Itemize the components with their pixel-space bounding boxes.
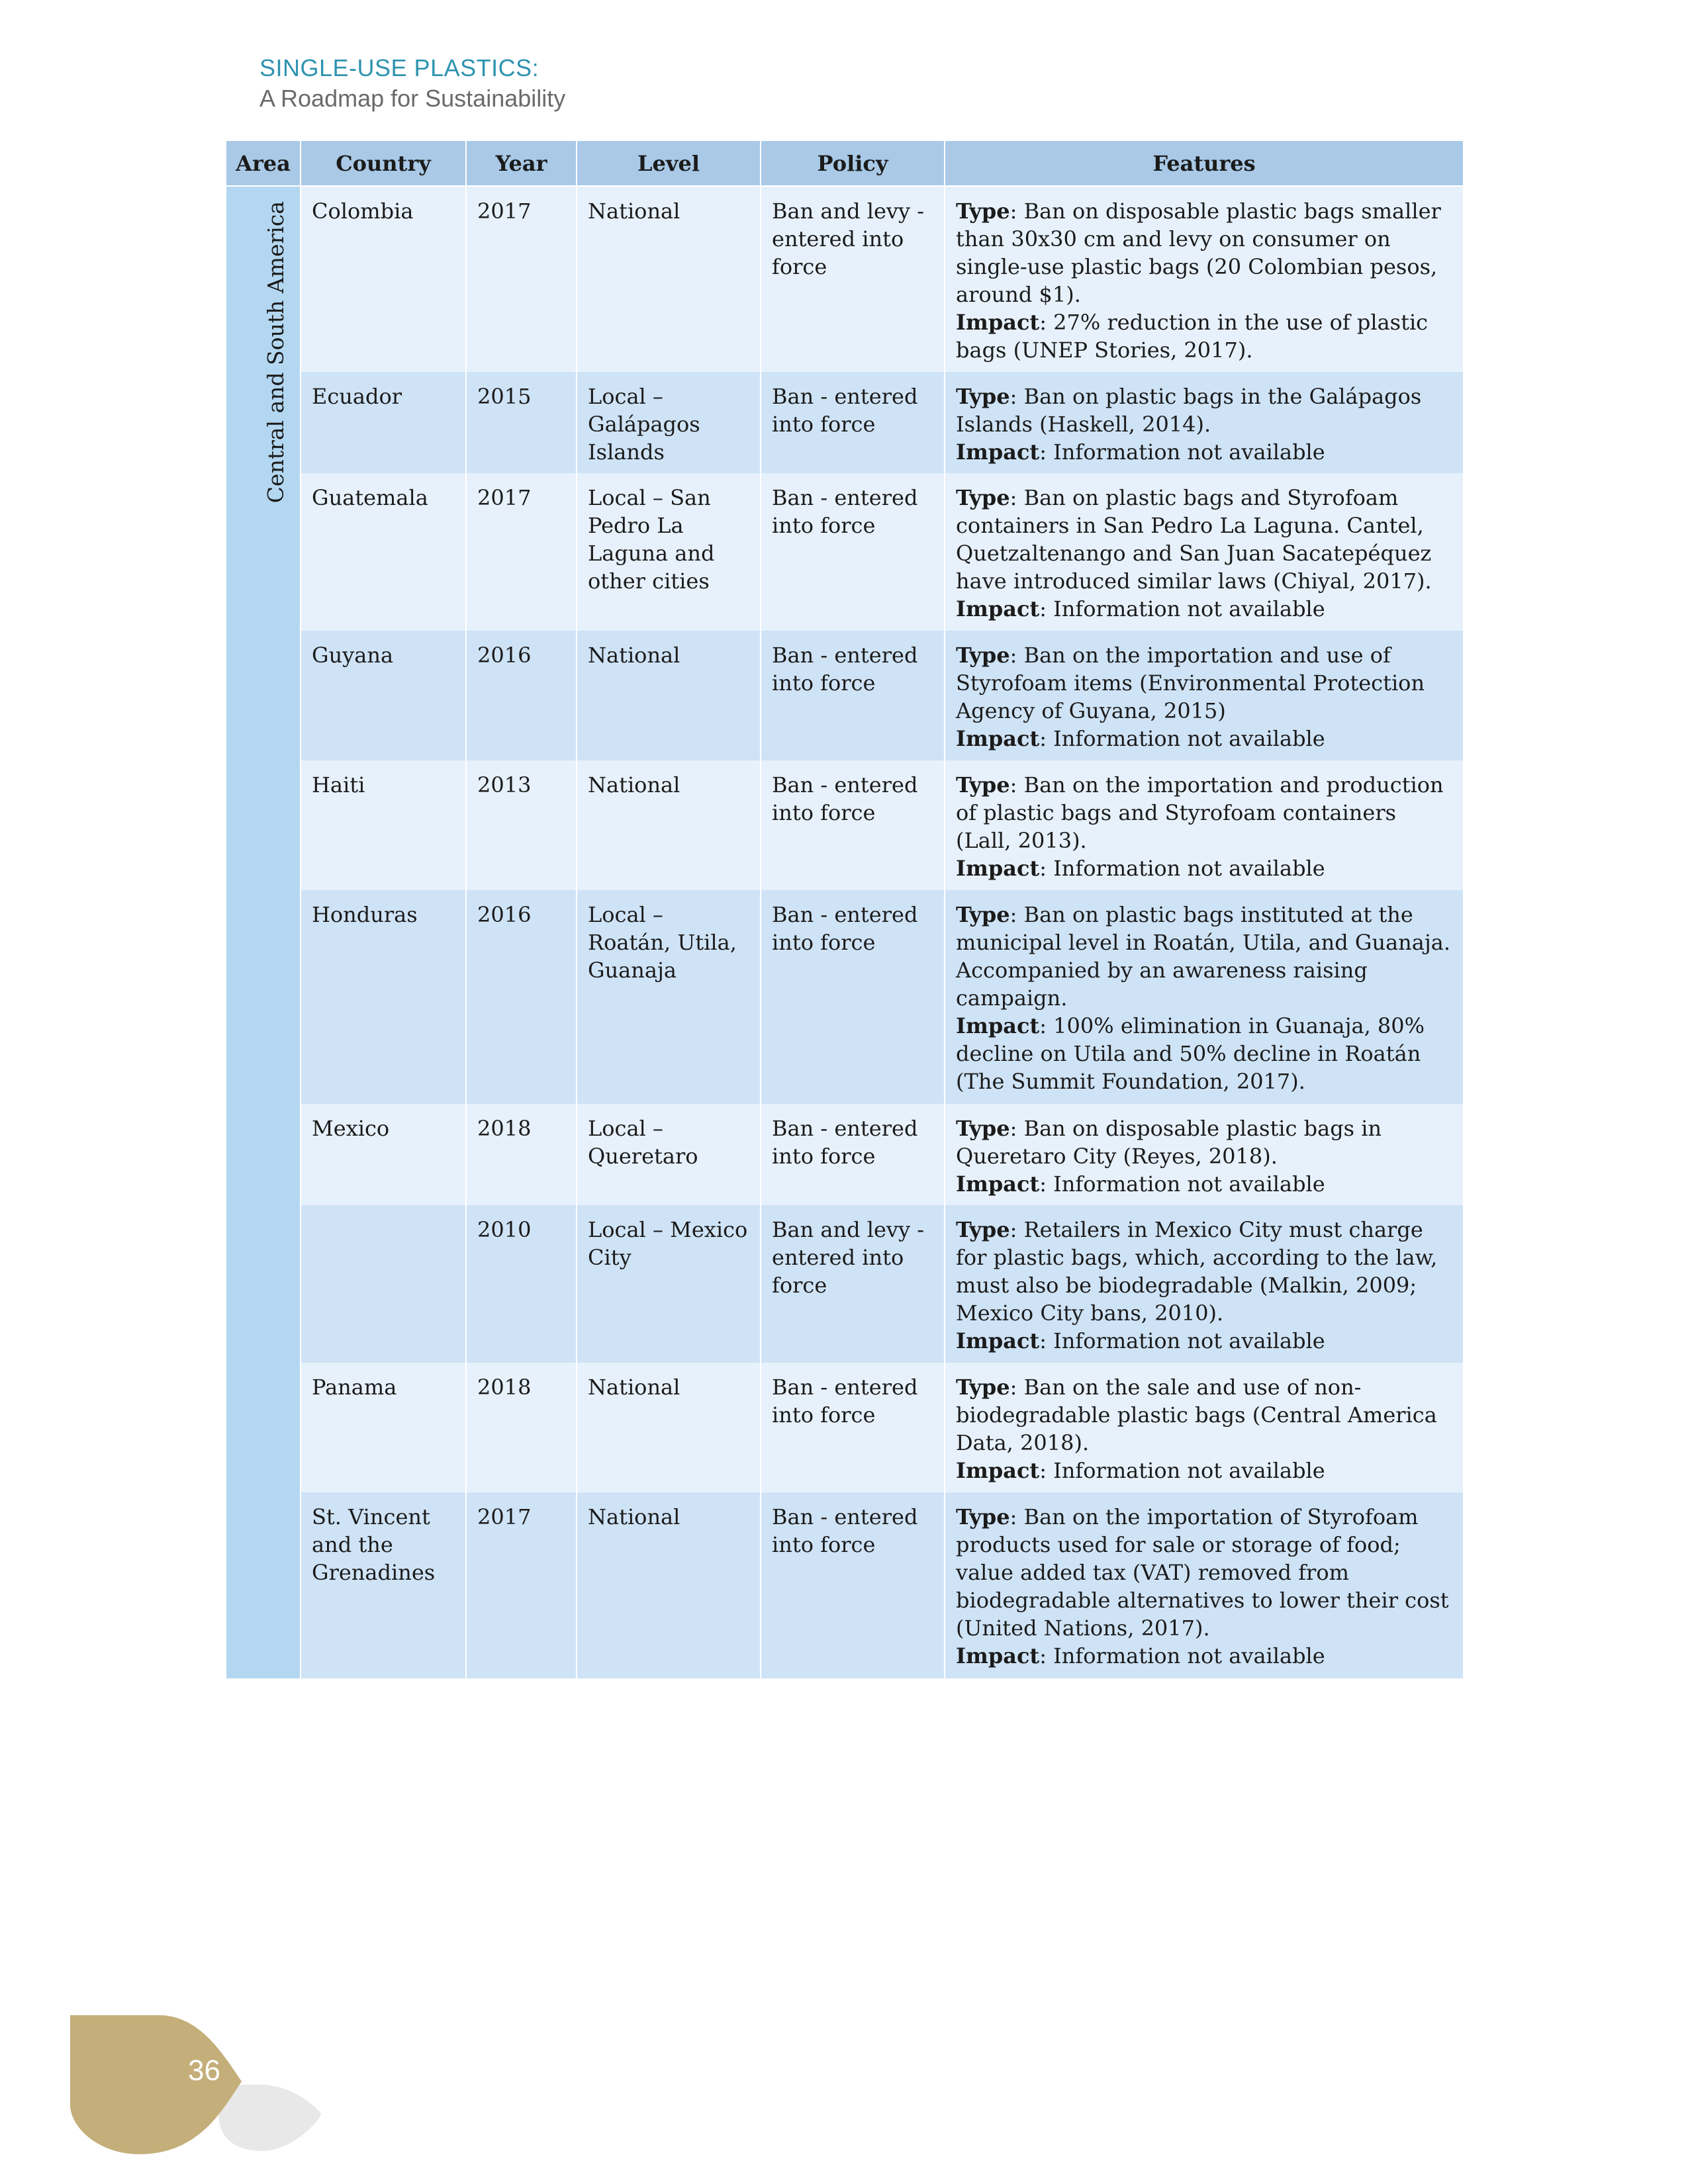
type-label: Type	[956, 1116, 1010, 1141]
year-cell: 2010	[466, 1205, 577, 1363]
impact-text: : 100% elimination in Guanaja, 80% decline on Utila and 50% decline in Roatán (The Summit Foundation, 2017).	[956, 1013, 1425, 1094]
country-cell: Colombia	[301, 186, 466, 372]
table-row	[226, 372, 1463, 473]
features-cell	[945, 890, 1463, 1104]
level-cell: Local – Mexico City	[577, 1205, 761, 1363]
year-cell: 2013	[466, 760, 577, 890]
type-text: : Ban on the importation and production of plastic bags and Styrofoam containers (Lall, 2013).	[956, 772, 1444, 853]
country-cell: St. Vincent and the Grenadines	[301, 1492, 466, 1678]
impact-text: : Information not available	[1039, 439, 1325, 465]
impact-label: Impact	[956, 1171, 1040, 1197]
impact-label: Impact	[956, 439, 1040, 465]
table-row	[226, 473, 1463, 631]
impact-text: : 27% reduction in the use of plastic bags (UNEP Stories, 2017).	[956, 310, 1429, 363]
type-label: Type	[956, 772, 1010, 797]
type-label: Type	[956, 643, 1010, 668]
country-cell: Haiti	[301, 760, 466, 890]
impact-label: Impact	[956, 726, 1040, 751]
table-row	[226, 890, 1463, 1104]
level-cell: Local – Galápagos Islands	[577, 372, 761, 473]
impact-text: : Information not available	[1039, 596, 1325, 621]
policy-cell: Ban - entered into force	[761, 890, 945, 1104]
type-text: : Ban on plastic bags instituted at the municipal level in Roatán, Utila, and Guanaja. Accompanied by an awareness raising campaign.	[956, 902, 1451, 1011]
features-cell	[945, 1205, 1463, 1363]
impact-label: Impact	[956, 596, 1040, 621]
features-cell	[945, 186, 1463, 372]
features-cell	[945, 473, 1463, 631]
year-cell: 2018	[466, 1104, 577, 1205]
level-cell: Local – San Pedro La Laguna and other cities	[577, 473, 761, 631]
type-text: : Ban on the sale and use of non-biodegradable plastic bags (Central America Data, 2018).	[956, 1375, 1437, 1455]
type-label: Type	[956, 199, 1010, 224]
table-row	[226, 186, 1463, 372]
area-cell	[226, 186, 301, 1678]
table-row	[226, 760, 1463, 890]
column-header-features: Features	[945, 141, 1463, 186]
table-row	[226, 1492, 1463, 1678]
policy-cell: Ban - entered into force	[761, 1104, 945, 1205]
policy-table	[226, 141, 1463, 1678]
level-cell: National	[577, 760, 761, 890]
policy-cell: Ban - entered into force	[761, 1492, 945, 1678]
impact-text: : Information not available	[1039, 726, 1325, 751]
impact-text: : Information not available	[1039, 1171, 1325, 1197]
country-cell: Panama	[301, 1363, 466, 1492]
document-subtitle: A Roadmap for Sustainability	[259, 85, 566, 112]
type-label: Type	[956, 1375, 1010, 1400]
table-row	[226, 631, 1463, 760]
country-cell	[301, 1205, 466, 1363]
country-cell: Guatemala	[301, 473, 466, 631]
type-label: Type	[956, 1217, 1010, 1242]
year-cell: 2017	[466, 473, 577, 631]
page-badge-graphic	[0, 1985, 344, 2184]
type-label: Type	[956, 1504, 1010, 1529]
column-header-policy: Policy	[761, 141, 945, 186]
table-header-row	[226, 141, 1463, 186]
impact-label: Impact	[956, 1458, 1040, 1483]
level-cell: Local – Roatán, Utila, Guanaja	[577, 890, 761, 1104]
grey-leaf-shape	[218, 2085, 321, 2151]
impact-text: : Information not available	[1039, 856, 1325, 881]
column-header-level: Level	[577, 141, 761, 186]
year-cell: 2017	[466, 186, 577, 372]
policy-cell: Ban - entered into force	[761, 372, 945, 473]
year-cell: 2017	[466, 1492, 577, 1678]
type-text: : Ban on disposable plastic bags in Queretaro City (Reyes, 2018).	[956, 1116, 1382, 1169]
features-cell	[945, 372, 1463, 473]
features-cell	[945, 1363, 1463, 1492]
features-cell	[945, 1104, 1463, 1205]
type-text: : Ban on disposable plastic bags smaller than 30x30 cm and levy on consumer on single-use plastic bags (20 Colombian pesos, around $1).	[956, 199, 1441, 307]
year-cell: 2016	[466, 890, 577, 1104]
country-cell: Honduras	[301, 890, 466, 1104]
type-text: : Ban on the importation of Styrofoam products used for sale or storage of food; value added tax (VAT) removed from biodegradable alternatives to lower their cost (United Nations, 2017).	[956, 1504, 1449, 1641]
impact-label: Impact	[956, 310, 1040, 335]
column-header-year: Year	[466, 141, 577, 186]
type-label: Type	[956, 902, 1010, 927]
features-cell	[945, 760, 1463, 890]
year-cell: 2018	[466, 1363, 577, 1492]
impact-label: Impact	[956, 856, 1040, 881]
table-row	[226, 1363, 1463, 1492]
type-text: : Ban on plastic bags and Styrofoam containers in San Pedro La Laguna. Cantel, Quetzaltenango and San Juan Sacatepéquez have introduced similar laws (Chiyal, 2017).	[956, 485, 1432, 594]
year-cell: 2015	[466, 372, 577, 473]
policy-cell: Ban - entered into force	[761, 760, 945, 890]
impact-text: : Information not available	[1039, 1643, 1325, 1668]
area-label: Central and South America	[263, 201, 289, 504]
table-row	[226, 1104, 1463, 1205]
country-cell: Guyana	[301, 631, 466, 760]
policy-cell: Ban and levy - entered into force	[761, 1205, 945, 1363]
year-cell: 2016	[466, 631, 577, 760]
type-label: Type	[956, 485, 1010, 510]
features-cell	[945, 1492, 1463, 1678]
column-header-area: Area	[226, 141, 301, 186]
impact-text: : Information not available	[1039, 1458, 1325, 1483]
impact-text: : Information not available	[1039, 1328, 1325, 1353]
level-cell: National	[577, 631, 761, 760]
country-cell: Mexico	[301, 1104, 466, 1205]
country-cell: Ecuador	[301, 372, 466, 473]
features-cell	[945, 631, 1463, 760]
impact-label: Impact	[956, 1013, 1040, 1038]
type-text: : Retailers in Mexico City must charge for plastic bags, which, according to the law, must also be biodegradable (Malkin, 2009; Mexico City bans, 2010).	[956, 1217, 1438, 1326]
type-text: : Ban on plastic bags in the Galápagos Islands (Haskell, 2014).	[956, 384, 1422, 437]
policy-cell: Ban - entered into force	[761, 473, 945, 631]
policy-cell: Ban and levy - entered into force	[761, 186, 945, 372]
table-row	[226, 1205, 1463, 1363]
level-cell: National	[577, 1363, 761, 1492]
policy-cell: Ban - entered into force	[761, 1363, 945, 1492]
column-header-country: Country	[301, 141, 466, 186]
type-text: : Ban on the importation and use of Styrofoam items (Environmental Protection Agency of Guyana, 2015)	[956, 643, 1425, 723]
type-label: Type	[956, 384, 1010, 409]
page-number: 36	[188, 2054, 220, 2087]
document-title: SINGLE-USE PLASTICS:	[259, 54, 539, 81]
level-cell: National	[577, 1492, 761, 1678]
policy-cell: Ban - entered into force	[761, 631, 945, 760]
impact-label: Impact	[956, 1328, 1040, 1353]
level-cell: National	[577, 186, 761, 372]
level-cell: Local – Queretaro	[577, 1104, 761, 1205]
impact-label: Impact	[956, 1643, 1040, 1668]
